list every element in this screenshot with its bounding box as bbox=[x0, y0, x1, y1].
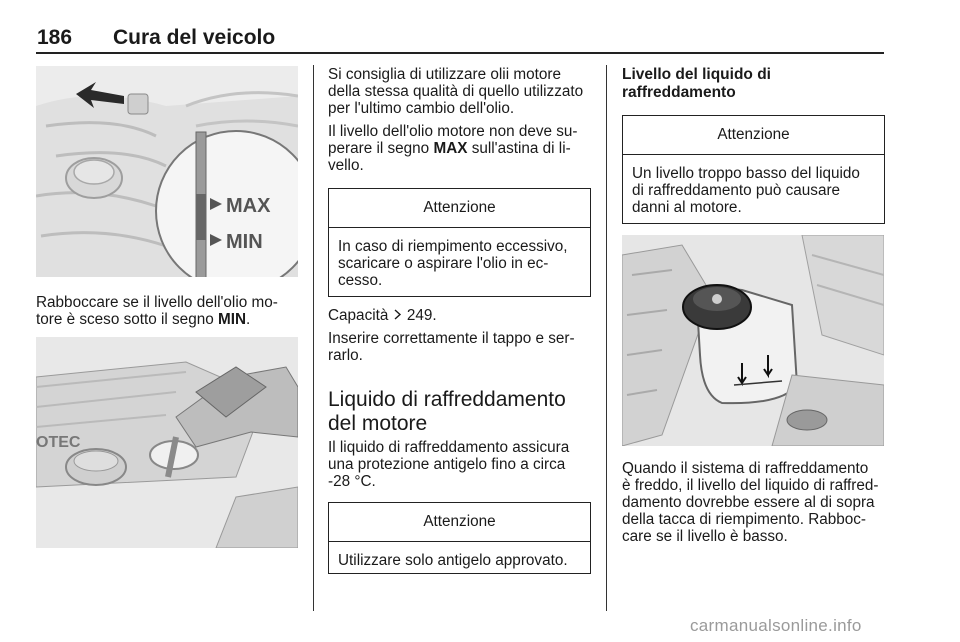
section-title-coolant: Liquido di raffreddamento del motore bbox=[328, 388, 566, 435]
page-reference-link[interactable]: 249. bbox=[406, 307, 437, 324]
capacity-text: Capacità 249. bbox=[328, 307, 437, 324]
oil-max-text: Il livello dell'olio motore non deve su- perare il segno MAX sull'astina di li- vello. bbox=[328, 123, 578, 174]
refill-text-line2: tore è sceso sotto il segno bbox=[36, 311, 218, 328]
chapter-title: Cura del veicolo bbox=[113, 26, 276, 49]
coolant-level-paragraph: Quando il sistema di raffreddamento è freddo, il livello del liquido di raffred- damento dovrebbe essere al di sopra della tacca di riempimento. Rabboc- care se il livello è basso. bbox=[622, 460, 879, 545]
column-divider-1 bbox=[313, 65, 314, 611]
page-reference-arrow-icon[interactable] bbox=[393, 307, 403, 324]
caution-body: Un livello troppo basso del liquido di raffreddamento può causare danni al motore. bbox=[632, 165, 860, 216]
min-mark-label: MIN bbox=[226, 231, 263, 253]
caution-box-low-coolant bbox=[622, 115, 885, 224]
cap-instruction-text: Inserire correttamente il tappo e ser- rarlo. bbox=[328, 330, 575, 364]
header-rule bbox=[36, 52, 884, 54]
oil-quality-text: Si consiglia di utilizzare olii motore della stessa qualità di quello utilizzato per l'ultimo cambio dell'olio. bbox=[328, 66, 584, 117]
min-emphasis: MIN bbox=[217, 311, 247, 328]
caution-box-overfill bbox=[328, 188, 591, 297]
caution-body: In caso di riempimento eccessivo, scaricare o aspirare l'olio in ec- cesso. bbox=[338, 238, 568, 289]
refill-paragraph bbox=[36, 294, 306, 328]
engine-cover-label: OTEC bbox=[36, 434, 81, 451]
caution-body: Utilizzare solo antigelo approvato. bbox=[338, 552, 568, 569]
max-mark-label: MAX bbox=[226, 195, 271, 217]
coolant-reservoir-figure bbox=[622, 235, 884, 446]
caution-box-antifreeze bbox=[328, 502, 591, 574]
coolant-level-subtitle: Livello del liquido di raffreddamento bbox=[622, 66, 771, 101]
caution-title: Attenzione bbox=[623, 116, 884, 155]
oil-filling-figure bbox=[36, 337, 298, 548]
oil-dipstick-illustration bbox=[36, 66, 298, 277]
refill-text-line1: Rabboccare se il livello dell'olio mo- bbox=[36, 294, 278, 311]
caution-title: Attenzione bbox=[329, 503, 590, 542]
capacity-paragraph bbox=[328, 307, 598, 370]
max-emphasis: MAX bbox=[433, 140, 468, 157]
coolant-intro-paragraph: Il liquido di raffreddamento assicura una protezione antigelo fino a circa -28 °C. bbox=[328, 439, 570, 490]
refill-text-end: . bbox=[246, 311, 251, 328]
oil-dipstick-figure bbox=[36, 66, 298, 277]
coolant-reservoir-illustration bbox=[622, 235, 884, 446]
column-divider-2 bbox=[606, 65, 607, 611]
oil-filling-illustration bbox=[36, 337, 298, 548]
watermark: carmanualsonline.info bbox=[690, 616, 862, 635]
oil-quality-paragraph bbox=[328, 66, 598, 180]
caution-title: Attenzione bbox=[329, 189, 590, 228]
page-number: 186 bbox=[37, 26, 73, 49]
